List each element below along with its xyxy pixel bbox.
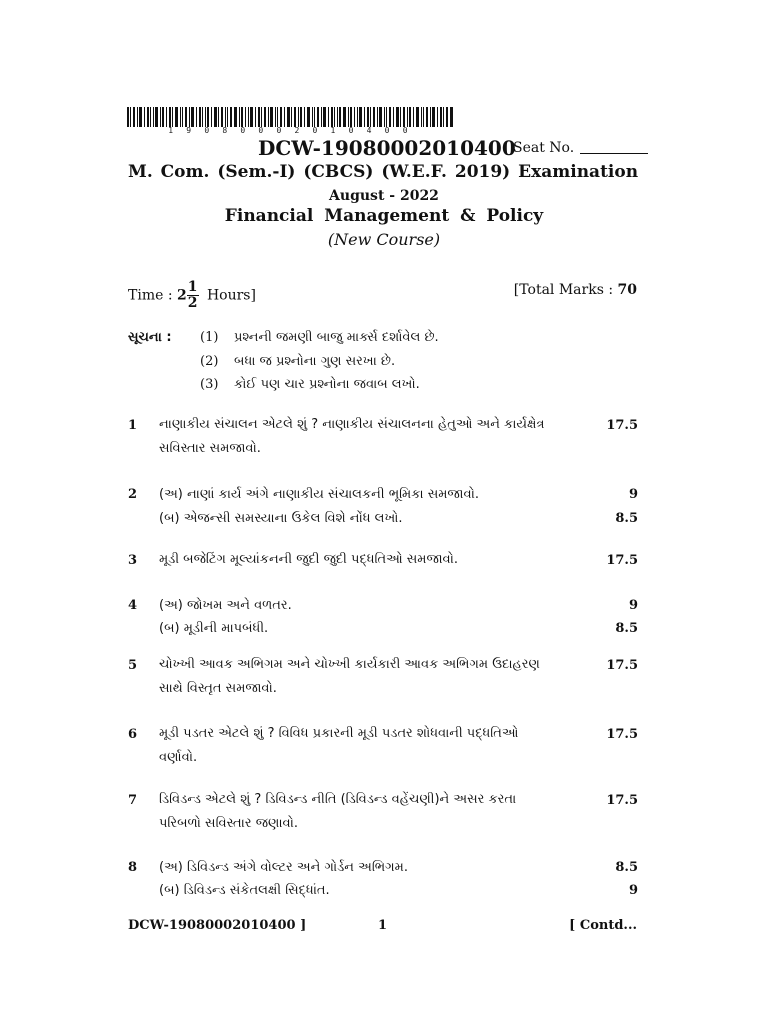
question-marks: 17.5 [606,658,638,673]
total-marks-label: [Total Marks : [513,282,614,298]
instruction-item [200,354,395,369]
sub-question-text: (અ) નાણાં કાર્ય અંગે નાણાકીય સંચાલકની ભૂમિકા સમજાવો. [159,487,479,502]
subject-title: Financial Management & Policy [224,206,544,226]
question-line: વર્ણાવો. [159,750,198,765]
instructions-label: સૂચના : [128,330,172,345]
sub-question-marks: 8.5 [615,860,638,875]
sub-question-marks: 9 [628,883,638,898]
page-number: 1 [378,918,388,933]
sub-question-a [159,598,638,613]
question-text [159,653,579,701]
time-label: Time : [128,287,173,304]
barcode-image [127,107,453,127]
question-line: પરિબળો સવિસ્તાર જણાવો. [159,816,299,831]
question-text [159,788,579,836]
instruction-number: (1) [200,330,219,345]
question-number: 8 [128,860,138,875]
question-marks: 17.5 [606,727,638,742]
sub-question-a [159,487,638,502]
instruction-item [200,377,420,392]
sub-question-text: (અ) ડિવિડન્ડ અંગે વોલ્ટર અને ગોર્ડન અભિગમ. [159,860,408,875]
question-number: 7 [128,793,138,808]
seat-label: Seat No. [513,140,575,156]
question-number: 3 [128,553,138,568]
question-line: નાણાકીય સંચાલન એટલે શું ? નાણાકીય સંચાલનના હેતુઓ અને કાર્યક્ષેત્ર [159,417,545,432]
exam-title: M. Com. (Sem.-I) (CBCS) (W.E.F. 2019) Examination [128,162,639,182]
time-denominator: 2 [187,295,198,311]
sub-question-text: (બ) એજન્સી સમસ્યાના ઉકેલ વિશે નોંધ લખો. [159,511,403,526]
question-number: 1 [128,418,138,433]
question-line: સાથે વિસ્તૃત સમજાવો. [159,681,277,696]
instruction-item [200,330,439,345]
time-allowed [128,280,256,311]
question-marks: 17.5 [606,418,638,433]
paper-code: DCW-19080002010400 [258,136,516,160]
instruction-text: પ્રશ્નની જમણી બાજુ માર્ક્સ દર્શાવેલ છે. [234,330,439,345]
question-number: 5 [128,658,138,673]
sub-question-text: (બ) મૂડીની માપબંધી. [159,621,269,636]
seat-number-field [513,140,648,156]
question-line: સવિસ્તાર સમજાવો. [159,441,261,456]
sub-question-marks: 8.5 [615,621,638,636]
question-text [159,548,579,572]
time-fraction [187,280,199,311]
seat-blank-line [580,153,648,154]
total-marks [514,282,637,298]
sub-question-a [159,860,638,875]
question-number: 6 [128,727,138,742]
question-number: 2 [128,487,138,502]
sub-question-marks: 9 [628,487,638,502]
total-marks-value: 70 [617,282,637,298]
instruction-number: (2) [200,354,219,369]
barcode-digits: 1 9 0 8 0 0 0 2 0 1 0 4 0 0 [168,126,412,135]
question-text [159,413,579,461]
time-whole: 2 [177,287,187,304]
sub-question-text: (અ) જોખમ અને વળતર. [159,598,292,613]
footer-paper-code: DCW-19080002010400 ] [128,918,307,933]
question-line: મૂડી પડતર એટલે શું ? વિવિધ પ્રકારની મૂડી પડતર શોધવાની પદ્ધતિઓ [159,726,519,741]
question-text [159,722,579,770]
continued-note: [ Contd... [569,918,637,933]
question-line: ચોખ્ખી આવક અભિગમ અને ચોખ્ખી કાર્યકારી આવક અભિગમ ઉદાહરણ [159,657,540,672]
sub-question-marks: 8.5 [615,511,638,526]
sub-question-b [159,511,638,526]
question-number: 4 [128,598,138,613]
time-unit: Hours] [206,287,256,304]
question-marks: 17.5 [606,553,638,568]
instruction-text: બધા જ પ્રશ્નોના ગુણ સરખા છે. [234,354,396,369]
question-line: ડિવિડન્ડ એટલે શું ? ડિવિડન્ડ નીતિ (ડિવિડન્ડ વહેંચણી)ને અસર કરતા [159,792,517,807]
instruction-number: (3) [200,377,219,392]
course-note: (New Course) [327,230,441,249]
sub-question-marks: 9 [628,598,638,613]
sub-question-text: (બ) ડિવિડન્ડ સંકેતલક્ષી સિદ્ધાંત. [159,883,330,898]
question-line: મૂડી બજેટિંગ મૂલ્યાંકનની જુદી જુદી પદ્ધતિઓ સમજાવો. [159,552,459,567]
instruction-text: કોઈ પણ ચાર પ્રશ્નોના જવાબ લખો. [234,377,420,392]
question-marks: 17.5 [606,793,638,808]
sub-question-b [159,883,638,898]
sub-question-b [159,621,638,636]
time-numerator: 1 [187,279,198,295]
exam-month: August - 2022 [329,188,439,204]
